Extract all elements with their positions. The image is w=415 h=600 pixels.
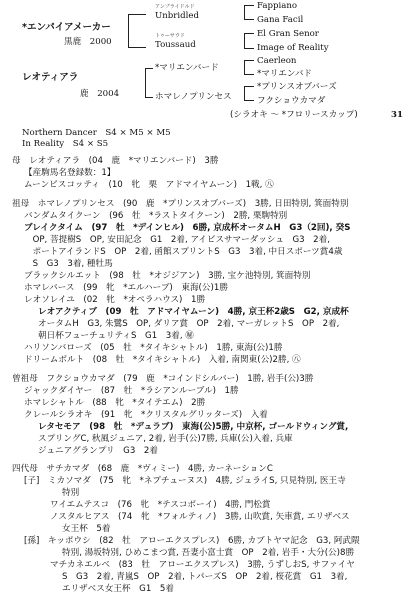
inbreeding-2: In Reality S4 × S5 xyxy=(22,139,109,149)
record-line: レオソレイユ (02 牝 *オペラハウス) 1勝 xyxy=(24,295,206,305)
record-line: OP, 菩提樹S OP, 安田記念 G1 2着, アイビスサマーダッシュ G3 2着, xyxy=(24,235,330,245)
sds-name: El Gran Senor xyxy=(257,29,319,39)
record-line: [子] ミカソマダ (75 牝 *ネプチューヌス) 4勝, ジュライS, 只見特別, 医王寺 xyxy=(24,476,346,486)
ssd-name: Gana Facil xyxy=(257,15,304,25)
bracket-line xyxy=(244,60,245,75)
record-line: エリザベス女王杯 G1 5着 xyxy=(62,584,174,594)
record-line: S G3 3着, 種牡馬 xyxy=(24,259,113,269)
sire-coat-year: 黒鹿 2000 xyxy=(64,37,112,47)
record-line: 母 レオティアラ (04 鹿 *マリエンバード) 3勝 xyxy=(12,156,219,166)
record-line: マチカネエルベ (83 牡 アローエクスプレス) 3勝, うずしおS, サファイヤ xyxy=(50,560,355,570)
ss-name: Unbridled xyxy=(155,11,199,21)
sd-kana: トゥーサウド xyxy=(155,33,185,39)
record-line: 特別, 湯坂特別, ひめこまつ賞, 吾妻小富士賞 OP 2着, 岩手・大分(公)8勝 xyxy=(62,548,355,558)
record-line: ポートアイランドS OP 2着, 函館スプリントS G3 3着, 中日スポーツ賞4歳 xyxy=(24,247,343,257)
record-line: S G3 2着, 青嵐S OP 2着, トパーズS OP 2着, 桜花賞 G1 3着, xyxy=(62,572,348,582)
record-line: ホマレバース (99 牝 *エルハーブ) 東海(公)1勝 xyxy=(24,283,228,293)
bracket-line xyxy=(244,33,254,34)
dam-name: レオティアラ xyxy=(22,72,79,83)
bracket-line xyxy=(244,48,254,49)
record-line: 祖母 ホマレノプリンセス (90 鹿 *プリンスオブバーズ) 3勝, 日田特別, 箕面特別 xyxy=(12,199,349,209)
bracket-line xyxy=(244,86,245,101)
record-line: オータムH G3, 朱鷺S OP, ダリア賞 OP 2着, マーガレットS OP 2着, xyxy=(38,319,340,329)
record-line: クレールシラオキ (91 牝 *クリスタルグリッターズ) 入着 xyxy=(24,410,268,420)
inbreeding-1: Northern Dancer S4 × M5 × M5 xyxy=(22,128,171,138)
record-line: 朝日杯フューチュリティS G1 3着, ㊙ xyxy=(38,331,194,341)
record-line: ハリソンバローズ (05 牡 *タイキシャトル) 1勝, 東海(公)1勝 xyxy=(24,343,283,353)
bracket-line xyxy=(244,5,254,6)
ss-kana: アンブライドルド xyxy=(155,4,195,10)
record-line: ワイエムテスコ (76 牝 *テスコボーイ) 4勝, 門松賞 xyxy=(50,500,271,510)
dss-name: Caerleon xyxy=(257,56,297,66)
ddd-name: フクショウカマダ xyxy=(257,96,326,106)
bracket-line xyxy=(128,14,146,15)
record-line: ジャックダイヤー (87 牡 *ラシアンルーブル) 1勝 xyxy=(24,386,239,396)
bracket-line xyxy=(128,14,129,48)
record-line: 曾祖母 フクショウカマダ (79 鹿 *コインドシルバー) 1勝, 岩手(公)3勝 xyxy=(12,374,314,384)
record-line: バンダムタイクーン (96 牡 *ラストタイクーン) 2勝, 栗駒特別 xyxy=(24,211,288,221)
record-line: レタセモア (98 牡 *デュラブ) 東海(公)5勝, 中京杯, ゴールドウィング賞, xyxy=(38,422,349,432)
bracket-line xyxy=(244,19,254,20)
record-line: ブレイクタイム (97 牡 *デインヒル) 6勝, 京成杯オータムH G3（2回), 癸S xyxy=(24,223,351,233)
ds-name: *マリエンバード xyxy=(155,63,219,73)
family-line: (シラオキ ～ *フロリースカップ) xyxy=(230,110,358,120)
record-line: ドリームボルト (08 牡 *タイキシャトル) 入着, 南関東(公)2勝, ㊇ xyxy=(24,355,301,365)
record-line: ブラックシルエット (98 牡 *オジジアン) 3勝, 宝ケ池特別, 箕面特別 xyxy=(24,271,311,281)
family-number: 31 xyxy=(391,110,403,120)
record-line: ノスタルヒアス (74 牝 *フォルティノ) 3勝, 山吹賞, 矢車賞, エリザベス xyxy=(50,512,350,522)
bracket-line xyxy=(145,97,153,98)
record-line: レオアクティブ (09 牡 アドマイヤムーン) 4勝, 京王杯2歳S G2, 京成杯 xyxy=(38,307,349,317)
bracket-line xyxy=(244,33,245,49)
record-line: ホマレシャトル (88 牝 *タイテエム) 2勝 xyxy=(24,398,206,408)
bracket-line xyxy=(244,100,254,101)
bracket-line xyxy=(145,68,146,98)
bracket-line xyxy=(244,86,254,87)
bracket-line xyxy=(128,47,146,48)
record-line: スプリングC, 秋風ジュニア, 2着, 岩手(公)7勝, 兵庫(公)入着, 兵庫 xyxy=(38,434,293,444)
dds-name: *プリンスオブバーズ xyxy=(257,82,337,92)
bracket-line xyxy=(244,74,254,75)
sss-name: Fappiano xyxy=(257,1,298,11)
sire-name: *エンパイアメーカー xyxy=(22,22,111,33)
record-line: ムーンビスコッティ (10 牝 栗 アドマイヤムーン) 1戦, ㊇ xyxy=(24,180,274,190)
dd-name: ホマレノプリンセス xyxy=(155,92,232,102)
dsd-name: *マリエンバド xyxy=(257,69,312,79)
dam-coat-year: 鹿 2004 xyxy=(80,89,120,99)
record-line: ジュニアグランプリ G3 2着 xyxy=(38,446,158,456)
record-line: [孫] キッポウシ (82 牡 アローエクスプレス) 6勝, カブトヤマ記念 G3, 阿武隈 xyxy=(24,536,360,546)
bracket-line xyxy=(145,68,153,69)
record-line: 四代母 サチカマダ (68 鹿 *ヴィミー) 4勝, カーネーションC xyxy=(12,464,273,474)
bracket-line xyxy=(244,60,254,61)
record-line: 特別 xyxy=(62,488,80,498)
bracket-line xyxy=(244,5,245,20)
sdd-name: Image of Reality xyxy=(257,43,329,53)
sd-name: Toussaud xyxy=(155,40,196,50)
record-line: 【産駒馬名登録数：1】 xyxy=(24,168,116,178)
record-line: 女王杯 5着 xyxy=(62,524,111,534)
